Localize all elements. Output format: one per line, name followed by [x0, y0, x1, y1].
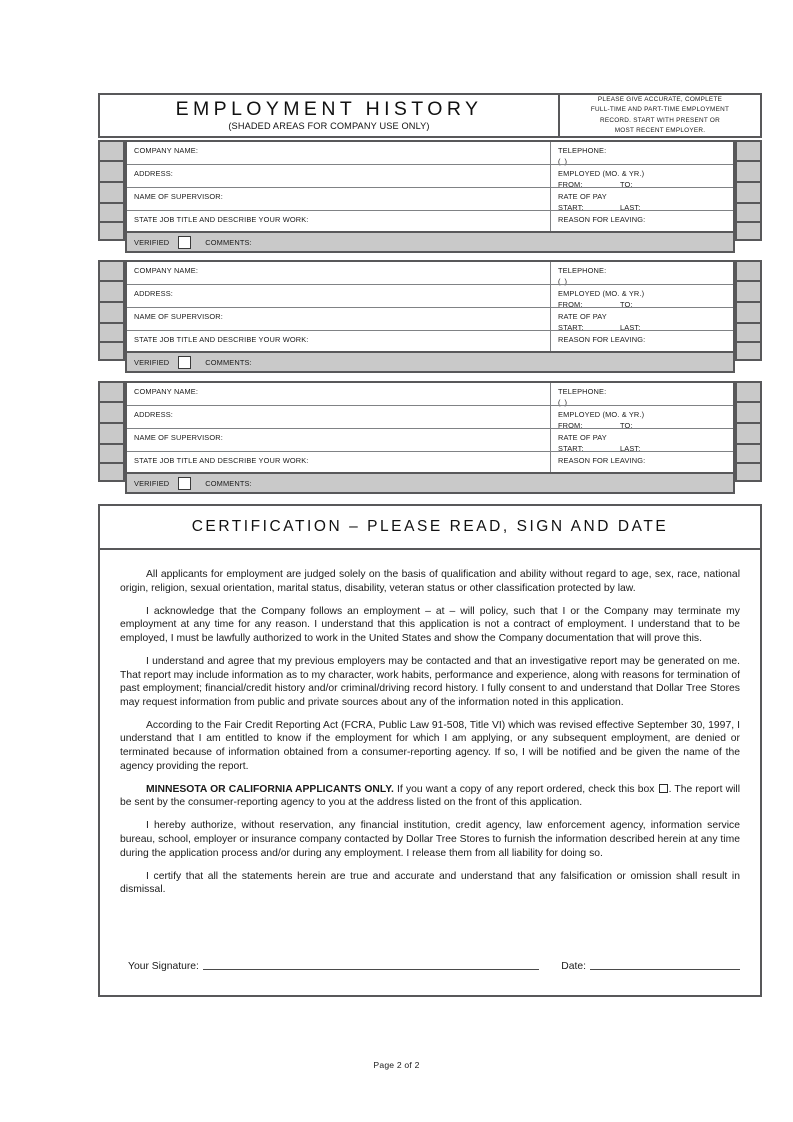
supervisor-label: NAME OF SUPERVISOR: — [134, 192, 223, 201]
rate-of-pay-field[interactable] — [551, 308, 733, 333]
signature-label: Your Signature: — [128, 961, 199, 972]
certification-paragraph-3: I understand and agree that my previous employers may be contacted and that an investigative report may be generated on me. That report may include information as to my character, work habits, performance and experience, along with reasons for termination of past employment; financial/credit history and/or criminal/driving record history. I fully consent to and understand that Dollar Tree Stores may request information from public and private sources about any of the information noted in this application. — [120, 655, 740, 708]
employment-entry-fields-2 — [125, 260, 735, 373]
mn-ca-text-after-box: . The report will be sent by the consumer-reporting agency to you at the address listed on the front of this application. — [120, 783, 741, 809]
company-use-box[interactable] — [735, 140, 762, 162]
company-use-box[interactable] — [98, 443, 125, 464]
signature-row — [120, 959, 740, 972]
company-use-box[interactable] — [98, 202, 125, 223]
supervisor-field[interactable] — [127, 308, 551, 330]
certification-paragraph-6: I hereby authorize, without reservation, any financial institution, credit agency, law enforcement agency, information service bureau, school, employer or insurance company contacted by Dollar Tree Stores to furnish the information described herein at any time during the application process and/or during any employment. I release them from all liability for doing so. — [120, 820, 740, 859]
reason-for-leaving-label: REASON FOR LEAVING: — [558, 335, 646, 344]
employed-dates-field[interactable] — [551, 165, 733, 190]
address-field[interactable] — [127, 285, 551, 307]
supervisor-field[interactable] — [127, 188, 551, 210]
address-label: ADDRESS: — [134, 169, 173, 178]
company-use-gutter-left-2 — [98, 260, 125, 373]
row-verified-comments — [127, 351, 733, 371]
rate-of-pay-field[interactable] — [551, 188, 733, 213]
employed-from-label: FROM: — [558, 180, 583, 190]
comments-label: COMMENTS: — [205, 237, 252, 247]
date-label: Date: — [561, 961, 586, 972]
company-name-label: COMPANY NAME: — [134, 146, 199, 155]
company-use-box[interactable] — [98, 260, 125, 282]
row-company-telephone — [127, 142, 733, 167]
verified-label: VERIFIED — [134, 478, 170, 488]
company-use-box[interactable] — [735, 260, 762, 282]
job-title-field[interactable] — [127, 452, 551, 472]
verified-checkbox[interactable] — [178, 356, 191, 369]
company-name-label: COMPANY NAME: — [134, 266, 199, 275]
rate-last-label: LAST: — [620, 323, 641, 333]
certification-section — [98, 504, 762, 997]
company-use-box[interactable] — [735, 443, 762, 464]
job-title-label: STATE JOB TITLE AND DESCRIBE YOUR WORK: — [134, 215, 309, 224]
verified-checkbox[interactable] — [178, 236, 191, 249]
instruction-line-1: PLEASE GIVE ACCURATE, COMPLETE — [597, 95, 723, 103]
employed-to-label: TO: — [620, 180, 633, 190]
job-title-label: STATE JOB TITLE AND DESCRIBE YOUR WORK: — [134, 456, 309, 465]
company-use-gutter-right-3 — [735, 381, 762, 494]
instruction-line-4: MOST RECENT EMPLOYER. — [614, 126, 706, 134]
rate-start-label: START: — [558, 444, 584, 454]
employed-heading-label: EMPLOYED (MO. & YR.) — [558, 289, 645, 298]
company-use-box[interactable] — [98, 401, 125, 424]
company-use-box[interactable] — [98, 381, 125, 403]
rate-last-label: LAST: — [620, 444, 641, 454]
employment-entry-fields-1 — [125, 140, 735, 253]
employed-heading-label: EMPLOYED (MO. & YR.) — [558, 169, 645, 178]
employment-history-title-block — [100, 95, 560, 136]
employed-to-label: TO: — [620, 300, 633, 310]
rate-of-pay-heading-label: RATE OF PAY — [558, 433, 607, 442]
telephone-field[interactable] — [551, 142, 733, 167]
reason-for-leaving-field[interactable] — [551, 452, 733, 472]
employment-history-instructions — [560, 95, 760, 136]
supervisor-label: NAME OF SUPERVISOR: — [134, 433, 223, 442]
company-use-box[interactable] — [735, 301, 762, 324]
company-use-gutter-left-3 — [98, 381, 125, 494]
certification-paragraph-5-mn-ca — [120, 783, 740, 810]
signature-input-line[interactable] — [203, 959, 539, 970]
row-jobtitle-reason — [127, 210, 733, 231]
row-address-employed — [127, 405, 733, 431]
company-use-box[interactable] — [98, 221, 125, 241]
row-supervisor-pay — [127, 187, 733, 213]
row-supervisor-pay — [127, 428, 733, 454]
company-use-box[interactable] — [735, 422, 762, 445]
row-company-telephone — [127, 383, 733, 408]
telephone-label: TELEPHONE: — [558, 387, 607, 396]
certification-paragraph-1: All applicants for employment are judged solely on the basis of qualification and ability without regard to age, sex, race, national origin, religion, sexual orientation, marital status, disability, veteran status or other classification protected by law. — [120, 569, 740, 594]
rate-start-label: START: — [558, 203, 584, 213]
company-use-box[interactable] — [735, 462, 762, 482]
comments-label: COMMENTS: — [205, 357, 252, 367]
instruction-line-3: RECORD. START WITH PRESENT OR — [599, 116, 721, 124]
row-jobtitle-reason — [127, 330, 733, 351]
employed-dates-field[interactable] — [551, 285, 733, 310]
employed-to-label: TO: — [620, 421, 633, 431]
company-use-box[interactable] — [735, 181, 762, 204]
row-address-employed — [127, 164, 733, 190]
telephone-area-code: ( ) — [558, 157, 568, 167]
employment-entry-1 — [98, 140, 762, 253]
company-use-gutter-right-1 — [735, 140, 762, 253]
instruction-line-2: FULL-TIME AND PART-TIME EMPLOYMENT — [590, 106, 730, 114]
employed-heading-label: EMPLOYED (MO. & YR.) — [558, 410, 645, 419]
address-label: ADDRESS: — [134, 289, 173, 298]
rate-of-pay-field[interactable] — [551, 429, 733, 454]
job-title-field[interactable] — [127, 211, 551, 231]
telephone-field[interactable] — [551, 383, 733, 408]
mn-ca-bold-label: MINNESOTA OR CALIFORNIA APPLICANTS ONLY. — [146, 783, 394, 795]
job-title-field[interactable] — [127, 331, 551, 351]
reason-for-leaving-label: REASON FOR LEAVING: — [558, 456, 646, 465]
verified-label: VERIFIED — [134, 357, 170, 367]
company-use-box[interactable] — [735, 401, 762, 424]
employed-from-label: FROM: — [558, 421, 583, 431]
row-verified-comments — [127, 231, 733, 251]
certification-heading: CERTIFICATION – PLEASE READ, SIGN AND DATE — [191, 518, 669, 535]
address-field[interactable] — [127, 406, 551, 428]
telephone-area-code: ( ) — [558, 277, 568, 287]
employment-entry-3 — [98, 381, 762, 494]
telephone-label: TELEPHONE: — [558, 266, 607, 275]
rate-of-pay-heading-label: RATE OF PAY — [558, 192, 607, 201]
reason-for-leaving-field[interactable] — [551, 331, 733, 351]
page-title: EMPLOYMENT HISTORY — [175, 98, 483, 121]
reason-for-leaving-label: REASON FOR LEAVING: — [558, 215, 646, 224]
certification-paragraph-7: I certify that all the statements herein are true and accurate and understand that any falsification or omission shall result in dismissal. — [120, 870, 740, 896]
date-input-line[interactable] — [590, 959, 740, 970]
certification-paragraph-4: According to the Fair Credit Reporting Act (FCRA, Public Law 91-508, Title VI) which was revised effective September 30, 1997, I understand that I am entitled to know if the employment for which I am applying, or any subsequent employment, are denied or terminated because of information obtained from a consumer-reporting agency. If so, I will be notified and be given the name of the agency providing the report. — [120, 719, 740, 772]
rate-last-label: LAST: — [620, 203, 641, 213]
page-subtitle: (SHADED AREAS FOR COMPANY USE ONLY) — [228, 120, 430, 131]
company-use-box[interactable] — [98, 422, 125, 445]
company-use-box[interactable] — [98, 462, 125, 482]
company-use-box[interactable] — [98, 341, 125, 361]
supervisor-label: NAME OF SUPERVISOR: — [134, 312, 223, 321]
company-use-box[interactable] — [735, 381, 762, 403]
company-use-box[interactable] — [98, 322, 125, 343]
company-use-box[interactable] — [98, 181, 125, 204]
certification-header — [100, 506, 760, 550]
rate-of-pay-heading-label: RATE OF PAY — [558, 312, 607, 321]
company-use-box[interactable] — [98, 280, 125, 303]
company-use-box[interactable] — [735, 202, 762, 223]
employed-from-label: FROM: — [558, 300, 583, 310]
row-jobtitle-reason — [127, 451, 733, 472]
company-use-box[interactable] — [735, 160, 762, 183]
company-use-box[interactable] — [98, 140, 125, 162]
company-use-box[interactable] — [98, 301, 125, 324]
address-field[interactable] — [127, 165, 551, 187]
comments-label: COMMENTS: — [205, 478, 252, 488]
company-use-box[interactable] — [98, 160, 125, 183]
company-use-gutter-right-2 — [735, 260, 762, 373]
employed-dates-field[interactable] — [551, 406, 733, 431]
telephone-field[interactable] — [551, 262, 733, 287]
job-title-label: STATE JOB TITLE AND DESCRIBE YOUR WORK: — [134, 335, 309, 344]
telephone-area-code: ( ) — [558, 398, 568, 408]
employment-entry-fields-3 — [125, 381, 735, 494]
certification-paragraph-2: I acknowledge that the Company follows an employment – at – will policy, such that I or the Company may terminate my employment at any time for any reason. I understand that this application is not a contract of employment. I understand that to be employed, I must be lawfully authorized to work in the United States and show the Company documentation that will prove this. — [120, 605, 740, 644]
mn-ca-report-copy-checkbox[interactable] — [659, 784, 668, 793]
mn-ca-text-before-box: If you want a copy of any report ordered, check this box — [393, 783, 658, 795]
rate-start-label: START: — [558, 323, 584, 333]
company-use-box[interactable] — [735, 221, 762, 241]
row-company-telephone — [127, 262, 733, 287]
reason-for-leaving-field[interactable] — [551, 211, 733, 231]
company-name-field[interactable] — [127, 383, 551, 405]
company-name-field[interactable] — [127, 142, 551, 164]
row-verified-comments — [127, 472, 733, 492]
telephone-label: TELEPHONE: — [558, 146, 607, 155]
company-use-gutter-left-1 — [98, 140, 125, 253]
company-name-label: COMPANY NAME: — [134, 387, 199, 396]
company-use-box[interactable] — [735, 341, 762, 361]
certification-body — [100, 550, 760, 995]
verified-checkbox[interactable] — [178, 477, 191, 490]
employment-history-header — [98, 93, 762, 138]
verified-label: VERIFIED — [134, 237, 170, 247]
supervisor-field[interactable] — [127, 429, 551, 451]
company-name-field[interactable] — [127, 262, 551, 284]
page-footer: Page 2 of 2 — [373, 1060, 420, 1070]
company-use-box[interactable] — [735, 280, 762, 303]
address-label: ADDRESS: — [134, 410, 173, 419]
row-address-employed — [127, 284, 733, 310]
row-supervisor-pay — [127, 307, 733, 333]
company-use-box[interactable] — [735, 322, 762, 343]
employment-entry-2 — [98, 260, 762, 373]
